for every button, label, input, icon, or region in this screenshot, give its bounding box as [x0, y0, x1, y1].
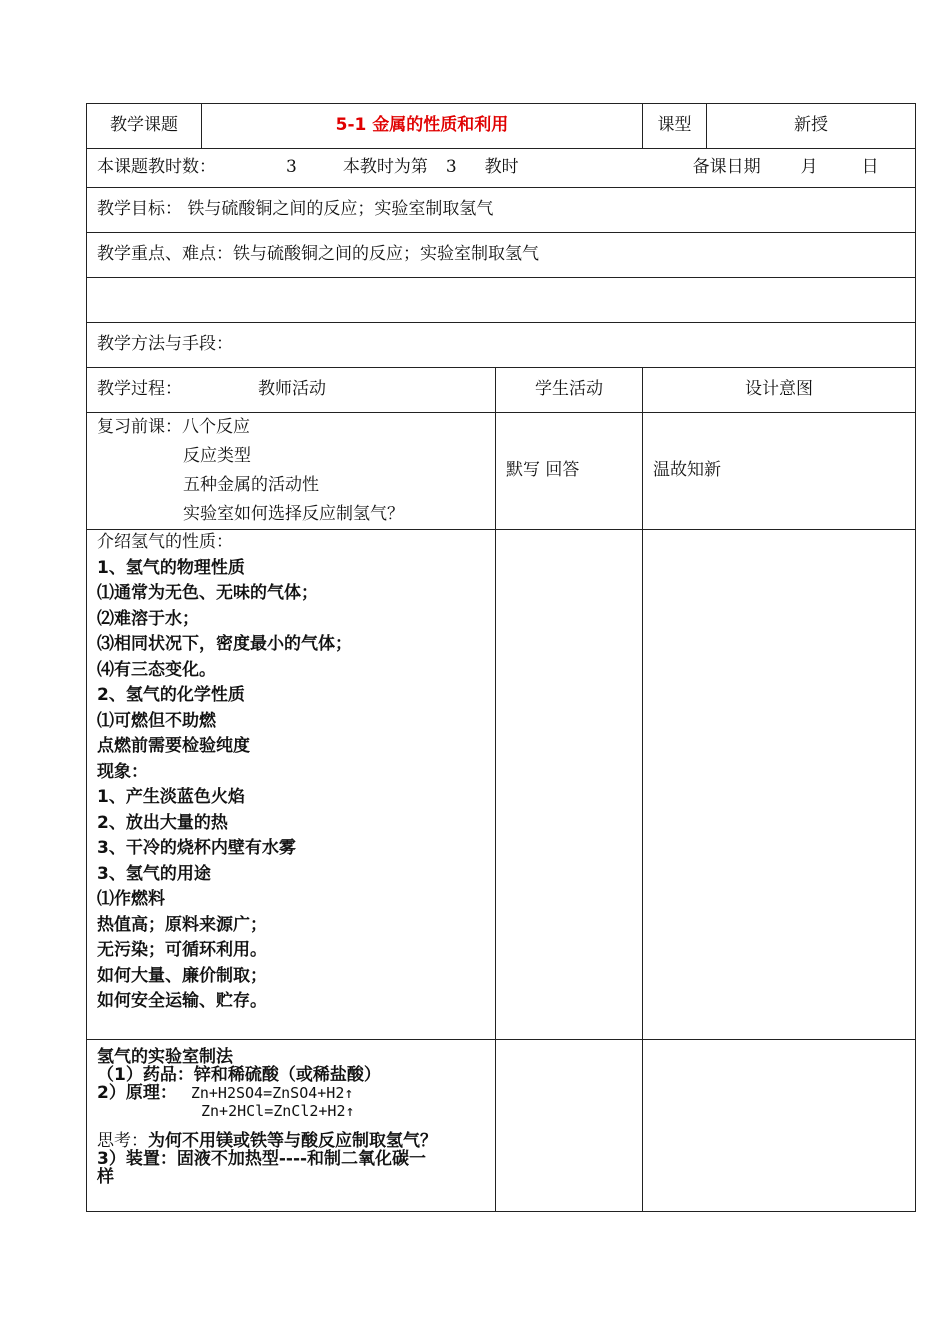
hydrogen-line: 1、氢气的物理性质 — [97, 557, 245, 578]
hydrogen-line: ⑴作燃料 — [97, 889, 165, 909]
hydrogen-line: ⑷有三态变化。 — [97, 659, 216, 680]
prep-date-label: 备课日期 — [692, 157, 761, 178]
hydrogen-line: 点燃前需要检验纯度 — [97, 736, 250, 756]
hydrogen-line: ⑴可燃但不助燃 — [97, 710, 216, 731]
hydrogen-line: ⑵难溶于水； — [97, 608, 199, 629]
lab-method-cell — [87, 1040, 496, 1212]
total-hours-label: 本课题教时数： — [97, 157, 216, 178]
hydrogen-line: 现象： — [97, 761, 148, 782]
blank-row — [87, 278, 916, 323]
hydrogen-intro: 介绍氢气的性质： — [97, 532, 233, 552]
hydrogen-line: 如何安全运输、贮存。 — [97, 991, 267, 1011]
hydrogen-line: 无污染；可循环利用。 — [97, 940, 267, 960]
lab-think-question: 为何不用镁或铁等与酸反应制取氢气？ — [148, 1131, 437, 1151]
process-label-cell — [87, 368, 496, 413]
lab-apparatus-line-1: 3）装置：固液不加热型----和制二氧化碳一 — [97, 1149, 427, 1169]
student-activity-header: 学生活动 — [496, 368, 643, 413]
lab-equation-2: Zn+2HCl=ZnCl2+H2↑ — [201, 1102, 355, 1120]
hydrogen-design-cell — [643, 530, 916, 1040]
lesson-title: 5-1 金属的性质和利用 — [202, 104, 643, 149]
goals-cell: 教学目标： 铁与硫酸铜之间的反应；实验室制取氢气 — [87, 188, 916, 233]
lab-student-cell — [496, 1040, 643, 1212]
goals-row — [87, 188, 916, 233]
hydrogen-line: ⑴通常为无色、无味的气体； — [97, 583, 318, 603]
current-hour-unit: 教时 — [484, 157, 519, 178]
key-points-row — [87, 233, 916, 278]
lab-method-row — [87, 1040, 916, 1212]
hydrogen-line: 如何大量、廉价制取； — [97, 965, 267, 986]
day-label: 日 — [861, 157, 879, 178]
hydrogen-properties-cell — [87, 530, 496, 1040]
review-line-1: 复习前课：八个反应 — [97, 417, 250, 437]
blank-cell — [87, 278, 916, 323]
hydrogen-line: 3、干冷的烧杯内壁有水雾 — [97, 838, 296, 858]
hours-row — [87, 149, 916, 188]
lesson-plan-table — [86, 103, 916, 1212]
lab-think-label: 思考： — [97, 1131, 148, 1151]
review-line-4: 实验室如何选择反应制氢气？ — [183, 504, 404, 524]
hydrogen-line: 1、产生淡蓝色火焰 — [97, 787, 245, 807]
lab-principle-label: 2）原理： — [97, 1083, 177, 1103]
hydrogen-student-cell — [496, 530, 643, 1040]
total-hours-value: 3 — [286, 157, 297, 178]
hours-cell — [87, 149, 916, 188]
methods-row — [87, 323, 916, 368]
type-value: 新授 — [707, 104, 916, 149]
hydrogen-properties-row — [87, 530, 916, 1040]
process-label: 教学过程： — [97, 379, 182, 400]
process-header-row — [87, 368, 916, 413]
review-line-2: 反应类型 — [183, 446, 251, 466]
hydrogen-line: 3、氢气的用途 — [97, 863, 211, 884]
design-intent-header: 设计意图 — [643, 368, 916, 413]
hydrogen-line: 2、放出大量的热 — [97, 812, 228, 833]
hydrogen-line: 热值高；原料来源广； — [97, 914, 267, 935]
topic-label: 教学课题 — [87, 104, 202, 149]
review-line-3: 五种金属的活动性 — [183, 475, 319, 495]
review-design-cell: 温故知新 — [643, 413, 916, 530]
lab-title: 氢气的实验室制法 — [97, 1047, 233, 1067]
key-points-cell: 教学重点、难点：铁与硫酸铜之间的反应；实验室制取氢气 — [87, 233, 916, 278]
current-hour-value: 3 — [445, 157, 457, 178]
lab-apparatus-line-2: 样 — [97, 1167, 114, 1187]
methods-cell: 教学方法与手段： — [87, 323, 916, 368]
type-label: 课型 — [643, 104, 707, 149]
month-label: 月 — [800, 157, 818, 178]
lab-reagents: （1）药品：锌和稀硫酸（或稀盐酸） — [97, 1065, 381, 1085]
review-row — [87, 413, 916, 530]
review-student-cell: 默写 回答 — [496, 413, 643, 530]
hydrogen-line: 2、氢气的化学性质 — [97, 685, 245, 705]
lab-equation-1: Zn+H2SO4=ZnSO4+H2↑ — [190, 1084, 354, 1102]
review-teacher-cell — [87, 413, 496, 530]
header-row — [87, 104, 916, 149]
teacher-activity-header: 教师活动 — [258, 379, 326, 400]
hydrogen-line: ⑶相同状况下，密度最小的气体； — [97, 634, 352, 654]
current-hour-label: 本教时为第 — [342, 157, 428, 178]
lab-design-cell — [643, 1040, 916, 1212]
